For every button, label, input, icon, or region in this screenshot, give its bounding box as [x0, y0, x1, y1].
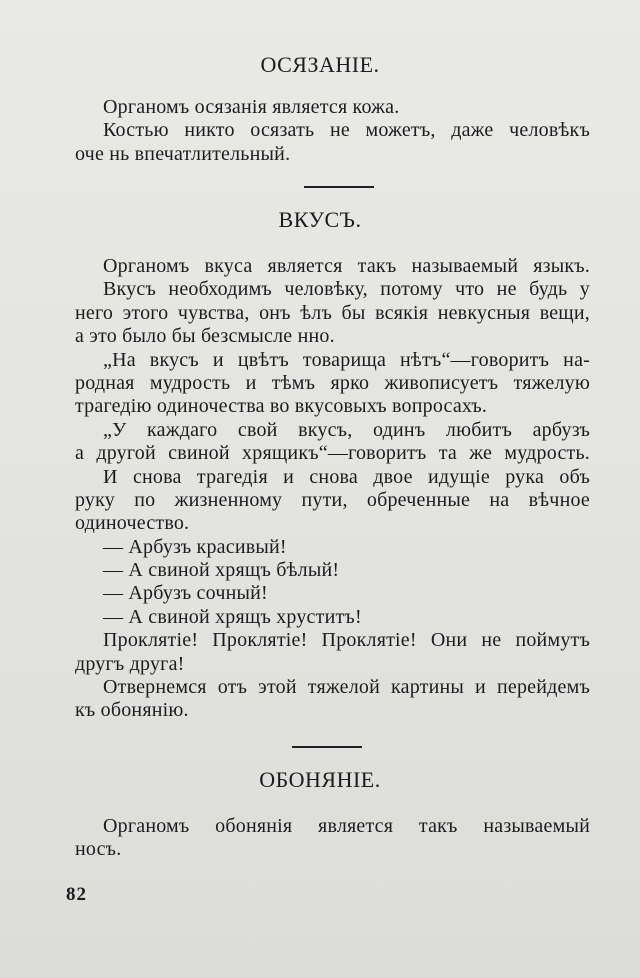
text-line: Органомъ обонянія является такъ называемый — [103, 815, 590, 837]
text-line: руку по жизненному пути, обреченные на вѣчное — [75, 488, 590, 511]
text-line: трагедію одиночества во вкусовыхъ вопросахъ. — [75, 395, 488, 418]
text-line: „На вкусъ и цвѣтъ товарища нѣтъ“—говоритъ на- — [103, 348, 590, 371]
text-line: Органомъ вкуса является такъ называемый языкъ. — [103, 255, 590, 277]
text-line: Костью никто осязать не можетъ, даже человѣкъ — [103, 119, 590, 142]
text-line: оче нь впечатлительный. — [75, 142, 291, 165]
dialogue-line: — Арбузъ красивый! — [103, 535, 287, 558]
paragraph-touch — [75, 96, 590, 166]
text-line: него этого чувства, онъ ѣлъ бы всякія невкусныя вещи, — [75, 301, 590, 324]
text-line: Проклятіе! Проклятіе! Проклятіе! Они не поймутъ — [103, 629, 590, 652]
page-number: 82 — [66, 884, 87, 905]
text-line: родная мудрость и тѣмъ ярко живописуетъ тяжелую — [75, 371, 590, 394]
text-line: носъ. — [75, 838, 122, 861]
text-line: а это было бы безсмысле нно. — [75, 325, 335, 348]
text-line: одиночество. — [75, 512, 190, 535]
heading-taste: ВКУСЪ. — [278, 207, 362, 232]
text-line: Отвернемся отъ этой тяжелой картины и перейдемъ — [103, 676, 590, 699]
section-divider — [292, 746, 362, 748]
dialogue-line: — А свиной хрящъ бѣлый! — [103, 559, 340, 582]
text-line: Вкусъ необходимъ человѣку, потому что не будь у — [103, 278, 590, 301]
text-line: „У каждаго свой вкусъ, одинъ любитъ арбузъ — [103, 418, 590, 441]
section-divider — [304, 186, 374, 188]
heading-touch: ОСЯЗАНІЕ. — [260, 52, 380, 77]
dialogue-line: — А свиной хрящъ хруститъ! — [103, 605, 362, 628]
dialogue-line: — Арбузъ сочный! — [103, 582, 268, 605]
text-line: Органомъ осязанія является кожа. — [103, 96, 400, 118]
paragraph-smell — [75, 815, 590, 862]
text-line: другъ друга! — [75, 652, 185, 675]
text-line: къ обонянію. — [75, 699, 189, 722]
heading-smell: ОБОНЯНІЕ. — [259, 767, 381, 792]
paragraph-taste — [75, 255, 590, 723]
text-line: И снова трагедія и снова двое идущіе рука объ — [103, 465, 590, 488]
text-line: а другой свиной хрящикъ“—говоритъ та же мудрость. — [75, 442, 590, 465]
